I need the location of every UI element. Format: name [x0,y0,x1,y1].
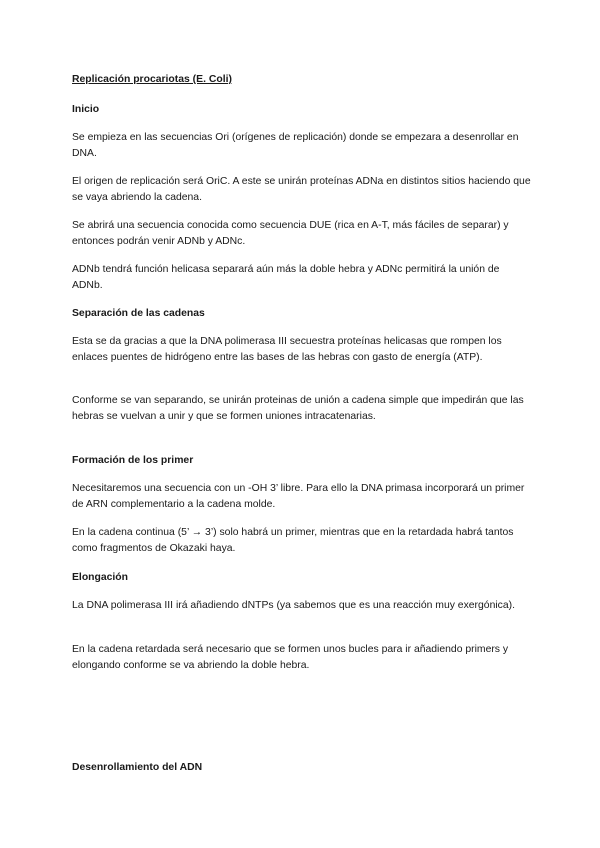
section-heading-inicio: Inicio [72,104,100,115]
paragraph: En la cadena continua (5’ → 3’) solo habrá un primer, mientras que en la retardada habrá tantos como fragmentos de Okazaki haya. [72,527,514,554]
section-heading-formacion: Formación de los primer [72,455,194,466]
section-heading-desenrollamiento: Desenrollamiento del ADN [72,762,203,773]
paragraph: Conforme se van separando, se unirán proteinas de unión a cadena simple que impedirán que las hebras se vuelvan a unir y que se formen uniones intracatenarias. [72,395,524,422]
paragraph: Esta se da gracias a que la DNA polimerasa III secuestra proteínas helicasas que rompen los enlaces puentes de hidrógeno entre las bases de las hebras con gasto de energía (ATP). [72,336,502,363]
paragraph: Se empieza en las secuencias Ori (orígenes de replicación) donde se empezara a desenrollar en DNA. [72,132,519,159]
section-heading-elongacion: Elongación [72,572,128,583]
paragraph: Se abrirá una secuencia conocida como secuencia DUE (rica en A-T, más fáciles de separar) y entonces podrán venir ADNb y ADNc. [72,220,509,247]
document-title: Replicación procariotas (E. Coli) [72,74,232,85]
paragraph: En la cadena retardada será necesario que se formen unos bucles para ir añadiendo primers y elongando conforme se va abriendo la doble hebra. [72,644,509,671]
paragraph: El origen de replicación será OriC. A este se unirán proteínas ADNa en distintos sitios haciendo que se vaya abriendo la cadena. [72,176,531,203]
paragraph: ADNb tendrá función helicasa separará aún más la doble hebra y ADNc permitirá la unión de ADNb. [72,264,500,291]
paragraph: La DNA polimerasa III irá añadiendo dNTPs (ya sabemos que es una reacción muy exergónica). [72,600,515,611]
section-heading-separacion: Separación de las cadenas [72,308,205,319]
paragraph: Necesitaremos una secuencia con un -OH 3’ libre. Para ello la DNA primasa incorporará un primer de ARN complementario a la cadena molde. [72,483,525,510]
